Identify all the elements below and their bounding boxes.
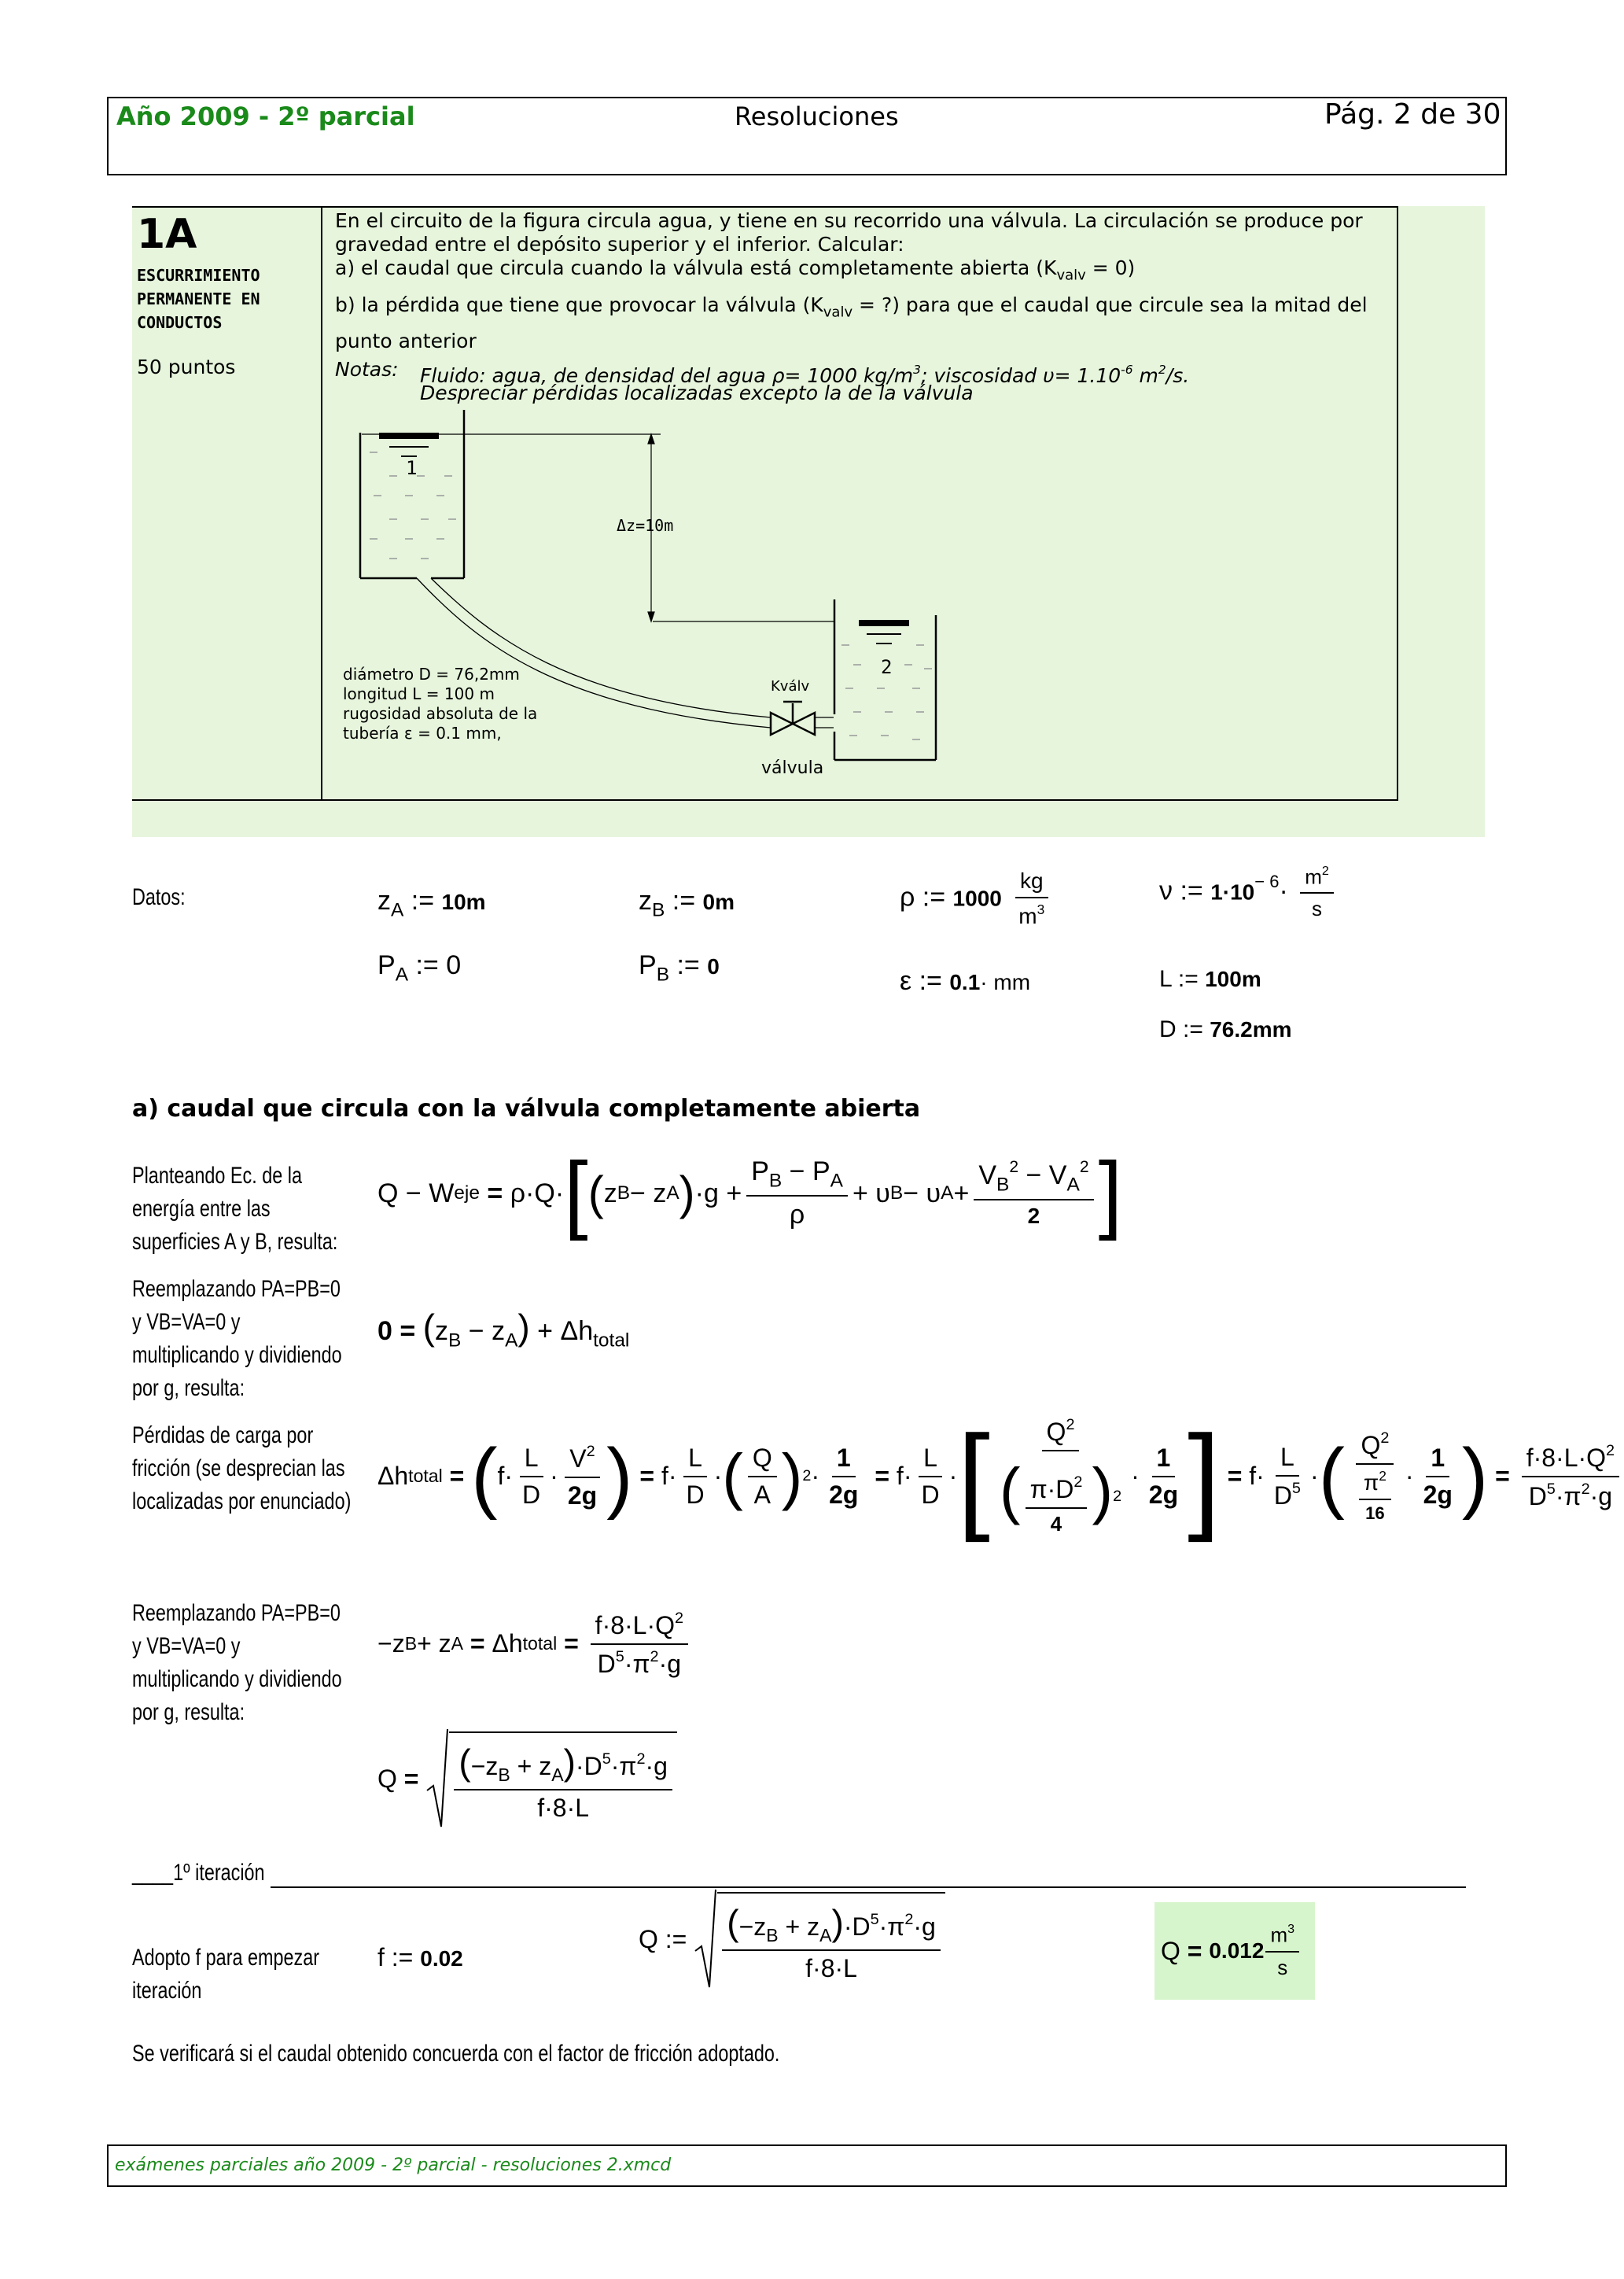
- statement-notes: Notas: Fluido: agua, de densidad del agua ρ= 1000 $kg/m^3$; viscosidad $\upsilon= 1.10^{-6}$ $m^2/s$.: [335, 357, 1190, 387]
- problem-topic-2: PERMANENTE EN: [137, 289, 260, 308]
- statement-line-1: En el circuito de la figura circula agua, y tiene en su recorrido una válvula. La circulación se produce por: [335, 209, 1363, 232]
- pipe-info-3: rugosidad absoluta de la: [343, 704, 538, 723]
- section-a-title: a) caudal que circula con la válvula completamente abierta: [132, 1095, 921, 1123]
- adopt-label: Adopto f para empezar iteración: [132, 1945, 320, 2004]
- energy-label: Planteando Ec. de la energía entre las superficies A y B, resulta:: [132, 1163, 338, 1255]
- q-formula: Q = $\frac{(-z_B + z_A)\cdot D^5\cdot\pi^2\cdot g}{f\cdot 8\cdot L}$: [377, 1728, 677, 1830]
- valve-symbol: [771, 702, 815, 735]
- replace-label-1: Reemplazando PA=PB=0 y VB=VA=0 y multiplicando y dividiendo por g, resulta:: [132, 1276, 342, 1401]
- q-result: Q = 0.012 $\frac{m^3}{s}$: [1154, 1902, 1315, 2000]
- loss-label: Pérdidas de carga por fricción (se desprecian las localizadas por enunciado): [132, 1422, 352, 1514]
- upper-water-symbol: [379, 436, 439, 456]
- datos-nu: ν := $1\cdot 10^{- 6}\cdot$ $\frac{m^2}{s}$: [1159, 864, 1339, 921]
- dz-dimension: [362, 434, 834, 621]
- problem-topic-1: ESCURRIMIENTO: [137, 266, 260, 285]
- pipe-info-2: longitud L = 100 m: [343, 684, 495, 703]
- sqrt-symbol: [425, 1728, 449, 1830]
- problem-statement: [335, 209, 1389, 405]
- statement-line-2: gravedad entre el depósito superior y el inferior. Calcular:: [335, 233, 904, 256]
- page-footer: [107, 2144, 1507, 2187]
- statement-notes-2: Despreciar pérdidas localizadas excepto la de la válvula: [420, 381, 974, 404]
- f-assignment: f := 0.02: [377, 1943, 463, 1971]
- datos-D: D := 76.2mm: [1159, 1016, 1292, 1042]
- problem-divider: [321, 206, 322, 799]
- footer-text: exámenes parciales año 2009 - 2º parcial - resoluciones 2.xmcd: [115, 2155, 672, 2175]
- q-iteration-formula: Q := $\frac{(-z_B + z_A)\cdot D^5\cdot\pi^2\cdot g}{f\cdot 8\cdot L}$: [639, 1888, 945, 1990]
- valve-label: válvula: [761, 758, 824, 778]
- datos-eps: ε := 0.1· mm: [900, 966, 1031, 996]
- pipe-info-4: tubería ε = 0.1 mm,: [343, 724, 502, 743]
- kvalv-label: Kválv: [771, 678, 810, 695]
- tank1-label: 1: [406, 457, 418, 479]
- header-year: Año 2009 - 2º parcial: [116, 101, 415, 131]
- header-page: Pág. 2 de 30: [1324, 98, 1501, 131]
- page-header: [107, 97, 1507, 175]
- datos-zA: $z_A$ := 10m: [377, 886, 486, 921]
- datos-zB: $z_B$ := 0m: [639, 886, 735, 921]
- tank2-label: 2: [881, 656, 893, 678]
- replace-label-2: Reemplazando PA=PB=0 y VB=VA=0 y multiplicando y dividiendo por g, resulta:: [132, 1600, 342, 1725]
- problem-points: 50 puntos: [137, 356, 236, 378]
- sqrt-symbol-2: [694, 1888, 717, 1990]
- lower-water-symbol: [859, 623, 909, 644]
- datos-label: Datos:: [132, 884, 186, 910]
- datos-L: L := 100m: [1159, 966, 1261, 992]
- pipe-circuit-figure: [330, 409, 959, 787]
- statement-line-3: a) el caudal que circula cuando la válvula está completamente abierta $(K_{valv} = 0)$: [335, 256, 1136, 284]
- verify-note: Se verificará si el caudal obtenido concuerda con el factor de fricción adoptado.: [132, 2041, 780, 2067]
- combined-equation: −z B + z A = Δh total = $\frac{f\cdot 8\cdot L\cdot Q^2}{D^5\cdot\pi^2\cdot g}$: [377, 1610, 693, 1679]
- pipe-to-tank2: [815, 717, 834, 728]
- header-title: Resoluciones: [735, 101, 899, 131]
- energy-equation: Q − W eje = ρ·Q· [ ( z B − z A ) ·g + $\frac{P_B - P_A}{\rho}$ + υ B − υ A + $\frac{V_B^2 - V_A^2}{2}$ ]: [377, 1145, 1123, 1241]
- datos-PA: $P_A$ := 0: [377, 950, 462, 986]
- problem-topic-3: CONDUCTOS: [137, 313, 223, 332]
- energy-simplified: $0 = (z_B - z_A) + \Delta h_{total}$: [377, 1307, 630, 1352]
- iteration-label: ____1º iteración: [132, 1860, 265, 1886]
- dz-label: Δz=10m: [617, 516, 674, 535]
- problem-id: 1A: [137, 211, 197, 258]
- datos-PB: $P_B$ := 0: [639, 950, 720, 986]
- loss-equation: Δh total = ( f· $\frac{L}{D}$ · $\frac{V^2}{2g}$ ) = f· $\frac{L}{D}$ · ( $\frac{Q}{A}$ ) 2 · $\frac{1}{2g}$ = f· $\frac{L}{D}$ · [ $Q^2$ ( $\frac{\pi\cdot D^2}{4}$ )$^2$ · $\frac{1}{2g}$ ] = f· $\frac{L}{D^5}$ · ( $\frac{Q^2}{\frac{\pi^2}{16}}$ · $\frac{1}{2g}$ ) = $\frac{f\cdot 8\cdot L\cdot Q^2}{D^5\cdot\pi^2\cdot g}$: [377, 1416, 1624, 1536]
- datos-rho: ρ := 1000 $\frac{kg}{m^3}$: [900, 868, 1054, 929]
- statement-line-4: b) la pérdida que tiene que provocar la válvula ($K_{valv}$ = ?) para que el caudal que circule sea la mitad del: [335, 293, 1368, 321]
- statement-line-5: punto anterior: [335, 329, 477, 352]
- pipe-info-1: diámetro D = 76,2mm: [343, 665, 520, 684]
